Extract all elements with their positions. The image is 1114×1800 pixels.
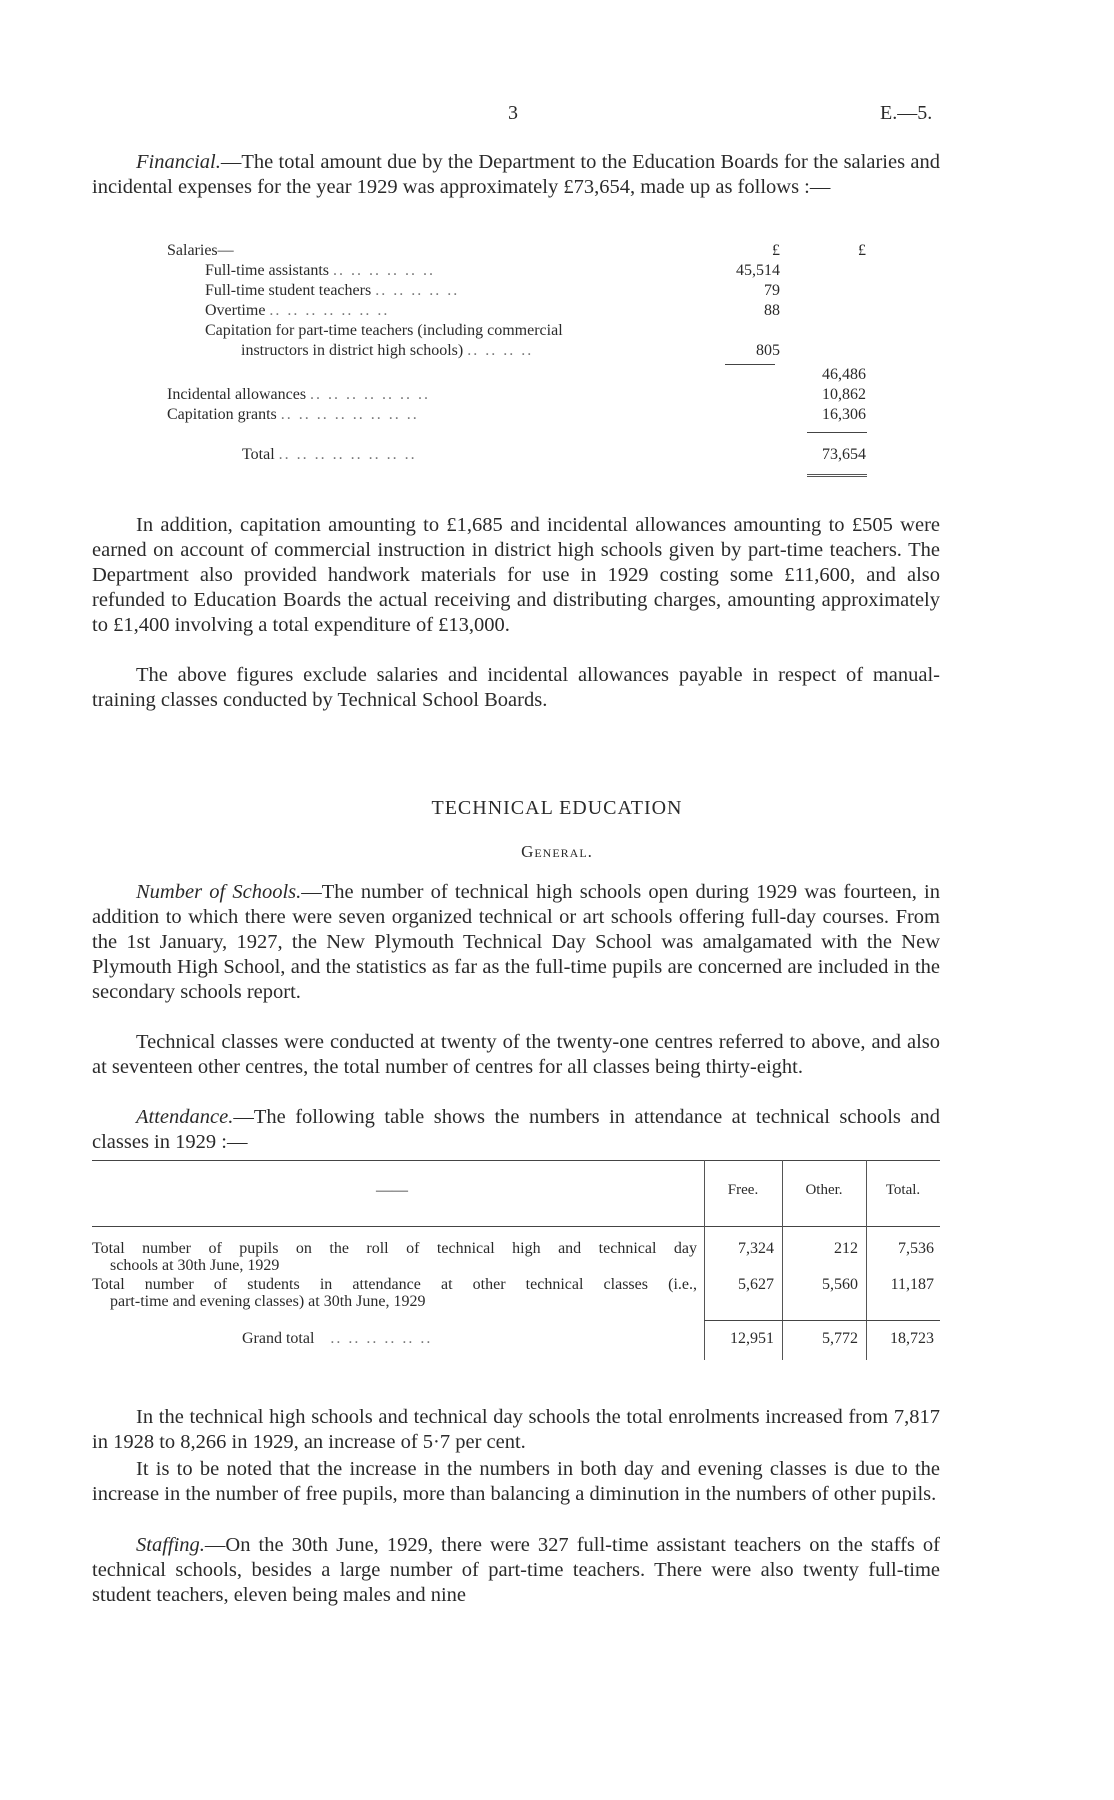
row-amount: 79 [764, 282, 780, 299]
row-label: Full-time student teachers [205, 282, 372, 299]
increase-paragraph: It is to be noted that the increase in the numbers in both day and evening classes is due to the increase in the number of free pupils, more than balancing a diminution in the numbers of other pupils. [92, 1458, 940, 1505]
financial-paragraph [92, 150, 940, 200]
salaries-subtotal: 46,486 [822, 366, 866, 383]
number-of-schools-text: —The number of technical high schools open during 1929 was fourteen, in addition to which there were seven organized technical or art schools offering full-day courses. From the 1st January, 1927, the New Plymouth Technical Day School was amalgamated with the New Plymouth High School, and the statistics as far as the full-time pupils are concerned are included in the secondary schools report. [92, 881, 940, 1003]
staffing-heading: Staffing. [136, 1534, 205, 1556]
row-label: Capitation grants [167, 406, 277, 423]
row-label: Total number of students in attendance at other technical classes (i.e., [92, 1276, 697, 1293]
row-label: Capitation for part-time teachers (including commercial [205, 322, 563, 339]
column-header-pounds-2: £ [858, 242, 866, 259]
row-total: 11,187 [890, 1276, 934, 1293]
section-title: TECHNICAL EDUCATION [431, 797, 683, 819]
attendance-text: —The following table shows the numbers in attendance at technical schools and classes in 1929 :— [92, 1106, 940, 1153]
report-code: E.—5. [880, 102, 933, 124]
page-number: 3 [508, 102, 518, 124]
financial-heading: Financial. [136, 151, 221, 173]
salaries-label: Salaries— [167, 242, 234, 259]
exclusion-paragraph: The above figures exclude salaries and incidental allowances payable in respect of manual-training classes conducted by Technical School Boards. [92, 664, 940, 711]
row-label: schools at 30th June, 1929 [110, 1257, 280, 1274]
number-of-schools-heading: Number of Schools. [136, 881, 302, 903]
attendance-heading: Attendance. [136, 1106, 234, 1128]
row-total: 7,536 [898, 1240, 934, 1257]
row-free: 7,324 [738, 1240, 774, 1257]
grand-total-free: 12,951 [730, 1330, 774, 1347]
header-total: Total. [885, 1182, 921, 1198]
row-label: Incidental allowances [167, 386, 307, 403]
table-row [167, 322, 872, 342]
staffing-text: —On the 30th June, 1929, there were 327 full-time assistant teachers on the staffs of technical schools, besides a large number of part-time teachers. There were also twenty full-time student teachers, eleven being males and nine [92, 1534, 940, 1606]
table-row: Overtime .. .. .. .. .. .. .. 88 [205, 302, 780, 319]
grand-total-row: Grand total .. .. .. .. .. .. [242, 1330, 433, 1347]
centres-paragraph: Technical classes were conducted at twenty of the twenty-one centres referred to above, and also at seventeen other centres, the total number of centres for all classes being thirty-eight. [92, 1031, 940, 1078]
row-label: part-time and evening classes) at 30th June, 1929 [110, 1293, 426, 1310]
row-label: Total number of pupils on the roll of technical high and technical day [92, 1240, 697, 1257]
table-row: Full-time assistants .. .. .. .. .. .. 45,514 [205, 262, 780, 279]
header-free: Free. [727, 1182, 759, 1198]
row-amount: 16,306 [822, 406, 866, 423]
row-other: 5,560 [822, 1276, 858, 1293]
row-label: Overtime [205, 302, 266, 319]
table-row: Full-time student teachers .. .. .. .. .. 79 [205, 282, 780, 299]
financial-text: —The total amount due by the Department to the Education Boards for the salaries and incidental expenses for the year 1929 was approximately £73,654, made up as follows :— [92, 151, 940, 198]
subsection-title: General. [521, 842, 593, 861]
table-row: instructors in district high schools) .. .. .. .. 805 [241, 342, 780, 359]
total-rule [807, 432, 867, 433]
grand-total-label: Grand total [242, 1330, 315, 1347]
stub-header: —— [376, 1182, 408, 1199]
table-row [92, 1276, 697, 1310]
row-amount: 88 [764, 302, 780, 319]
table-row: Total .. .. .. .. .. .. .. .. 73,654 [242, 446, 866, 463]
table-row: Incidental allowances .. .. .. .. .. .. .. 10,862 [167, 386, 866, 403]
table-row [167, 366, 872, 386]
header-other: Other. [805, 1182, 843, 1198]
total-amount: 73,654 [822, 446, 866, 463]
row-other: 212 [834, 1240, 858, 1257]
table-row [92, 1240, 697, 1274]
column-header-pounds-1: £ [772, 242, 780, 259]
row-label: instructors in district high schools) [241, 342, 464, 359]
table-row: Capitation grants .. .. .. .. .. .. .. .. 16,306 [167, 406, 866, 423]
number-of-schools-paragraph [92, 880, 940, 1005]
row-label: Full-time assistants [205, 262, 329, 279]
row-free: 5,627 [738, 1276, 774, 1293]
attendance-paragraph [92, 1105, 940, 1155]
total-label: Total [242, 446, 275, 463]
staffing-paragraph [92, 1533, 940, 1608]
grand-total-other: 5,772 [822, 1330, 858, 1347]
enrolments-paragraph: In the technical high schools and technical day schools the total enrolments increased from 7,817 in 1928 to 8,266 in 1929, an increase of 5·7 per cent. [92, 1406, 940, 1453]
row-amount: 10,862 [822, 386, 866, 403]
subtotal-rule [725, 364, 775, 365]
addition-paragraph: In addition, capitation amounting to £1,685 and incidental allowances amounting to £505 were earned on account of commercial instruction in district high schools given by part-time teachers. The Department also provided handwork materials for use in 1929 costing some £11,600, and also refunded to Education Boards the actual receiving and distributing charges, amounting approximately to £1,400 involving a total expenditure of £13,000. [92, 514, 940, 636]
row-amount: 805 [756, 342, 780, 359]
row-amount: 45,514 [736, 262, 780, 279]
grand-total-total: 18,723 [890, 1330, 934, 1347]
total-double-rule [807, 474, 867, 477]
